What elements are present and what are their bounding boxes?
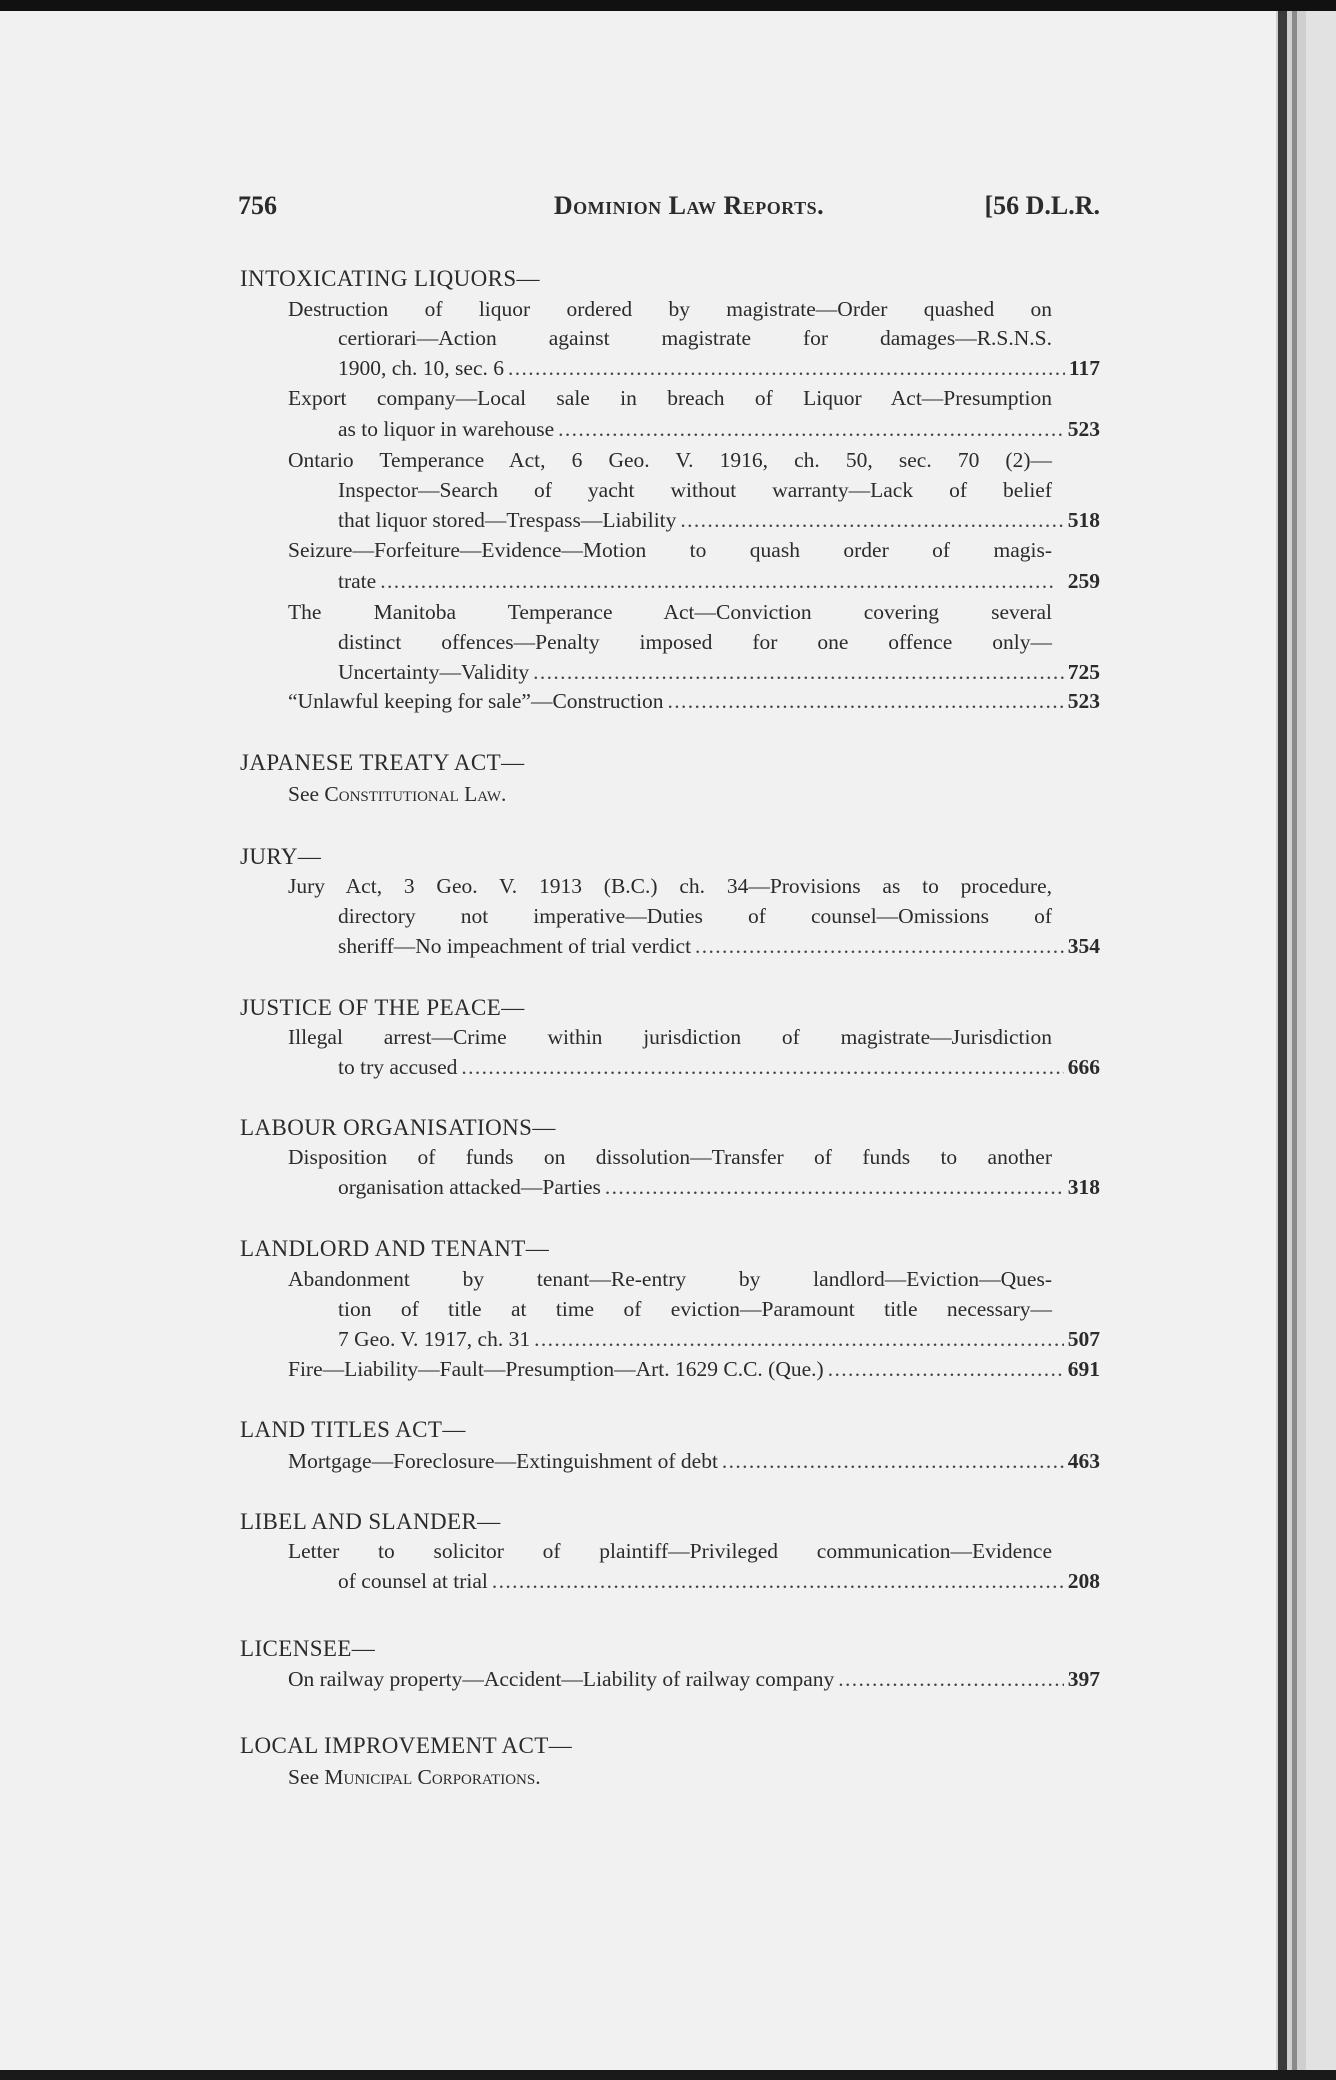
entry-line: Abandonment by tenant—Re-entry by landlord—Eviction—Ques- [288,1267,1052,1291]
cross-reference: Constitutional Law. [324,782,507,806]
index-heading: LAND TITLES ACT— [240,1417,466,1442]
page-reference: 666 [1067,1055,1100,1079]
entry-line: Ontario Temperance Act, 6 Geo. V. 1916, ch. 50, sec. 70 (2)— [288,448,1052,472]
page-reference: 397 [1067,1667,1100,1691]
running-title: Dominion Law Reports. [553,191,825,220]
entry-leader-line: that liquor stored—Trespass—Liability . . . 518 [338,505,1100,535]
page-reference: 725 [1067,660,1100,684]
page-reference: 259 [1067,569,1100,593]
page-reference: 208 [1067,1569,1100,1593]
index-heading: LABOUR ORGANISATIONS— [240,1115,556,1140]
entry-line: directory not imperative—Duties of counsel—Omissions of [338,904,1052,928]
page-reference: 463 [1067,1449,1100,1473]
entry-line: tion of title at time of eviction—Paramount title necessary— [338,1297,1052,1321]
page-reference: 691 [1067,1357,1100,1381]
entry-leader-line: to try accused . . . 666 [338,1052,1100,1082]
entry-line: Illegal arrest—Crime within jurisdiction of magistrate—Jurisdiction [288,1025,1052,1049]
entry-line: Letter to solicitor of plaintiff—Privileged communication—Evidence [288,1539,1052,1563]
running-header [238,191,1100,227]
entry-leader-line: 1900, ch. 10, sec. 6 . . . 117 [338,353,1100,383]
entry-leader-line: 7 Geo. V. 1917, ch. 31 . . . 507 [338,1324,1100,1354]
see-reference: See Municipal Corporations. [288,1765,541,1789]
entry-line: Disposition of funds on dissolution—Transfer of funds to another [288,1145,1052,1169]
volume-reference: [56 D.L.R. [984,191,1100,220]
index-heading: JUSTICE OF THE PEACE— [240,995,525,1020]
page-reference: 523 [1067,689,1100,713]
entry-leader-line: “Unlawful keeping for sale”—Construction . . . 523 [288,686,1100,716]
index-heading: JAPANESE TREATY ACT— [240,750,525,775]
index-heading: INTOXICATING LIQUORS— [240,266,540,291]
entry-line: certiorari—Action against magistrate for damages—R.S.N.S. [338,326,1052,350]
page-number: 756 [238,191,277,220]
entry-line: distinct offences—Penalty imposed for one offence only— [338,630,1052,654]
page-reference: 117 [1068,356,1100,380]
entry-line: Destruction of liquor ordered by magistrate—Order quashed on [288,297,1052,321]
page-reference: 523 [1067,417,1100,441]
entry-line: Inspector—Search of yacht without warranty—Lack of belief [338,478,1052,502]
entry-line: Seizure—Forfeiture—Evidence—Motion to quash order of magis- [288,538,1052,562]
index-heading: LIBEL AND SLANDER— [240,1509,501,1534]
cross-reference: Municipal Corporations. [324,1765,541,1789]
see-reference: See Constitutional Law. [288,782,507,806]
index-heading: LICENSEE— [240,1636,376,1661]
entry-leader-line: Uncertainty—Validity . . . 725 [338,657,1100,687]
page-reference: 518 [1067,508,1100,532]
entry-leader-line: sheriff—No impeachment of trial verdict . . . 354 [338,931,1100,961]
index-heading: JURY— [240,844,322,869]
page-reference: 354 [1067,934,1100,958]
entry-leader-line: On railway property—Accident—Liability of railway company . . . 397 [288,1664,1100,1694]
entry-leader-line: Mortgage—Foreclosure—Extinguishment of debt . . . 463 [288,1446,1100,1476]
entry-line: Export company—Local sale in breach of Liquor Act—Presumption [288,386,1052,410]
entry-leader-line: as to liquor in warehouse . . . 523 [338,414,1100,444]
index-heading: LANDLORD AND TENANT— [240,1236,550,1261]
entry-leader-line: trate . . . 259 [338,566,1100,596]
page-reference: 318 [1067,1175,1100,1199]
entry-line: The Manitoba Temperance Act—Conviction covering several [288,600,1052,624]
index-heading: LOCAL IMPROVEMENT ACT— [240,1733,573,1758]
page-reference: 507 [1067,1327,1100,1351]
entry-leader-line: organisation attacked—Parties . . . 318 [338,1172,1100,1202]
entry-leader-line: of counsel at trial . . . 208 [338,1566,1100,1596]
entry-line: Jury Act, 3 Geo. V. 1913 (B.C.) ch. 34—Provisions as to procedure, [288,874,1052,898]
entry-leader-line: Fire—Liability—Fault—Presumption—Art. 1629 C.C. (Que.) . . . 691 [288,1354,1100,1384]
